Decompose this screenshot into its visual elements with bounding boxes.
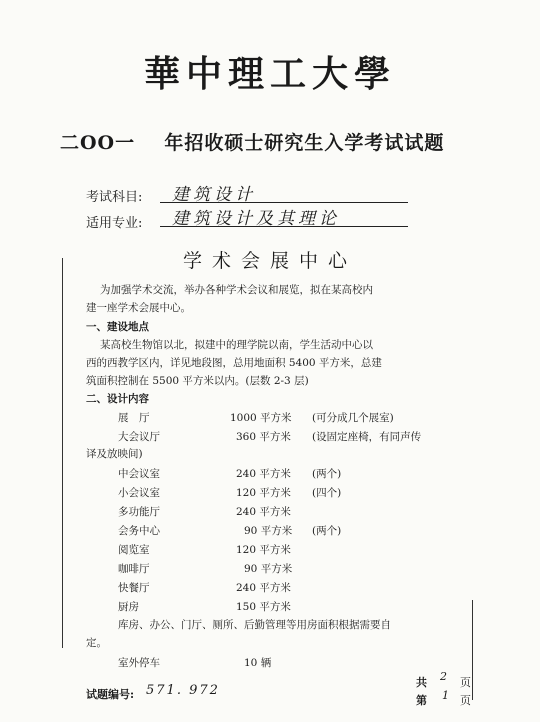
room-note: (两个) bbox=[312, 468, 342, 480]
room-name: 阅览室 bbox=[118, 544, 150, 556]
room-note: (四个) bbox=[312, 487, 342, 499]
room-note-continuation: 译及放映间) bbox=[86, 448, 143, 460]
subject-label: 考试科目: bbox=[86, 190, 143, 205]
section-1-line-2: 西的西教学区内，详见地段图，总用地面积 5400 平方米，总建 bbox=[86, 357, 382, 369]
section-1-title: 一、建设地点 bbox=[86, 321, 149, 333]
room-area: 1000 平方米 bbox=[230, 412, 292, 424]
room-area: 120 平方米 bbox=[236, 487, 291, 499]
subject-value: 建筑设计 bbox=[172, 185, 256, 205]
page-total-unit: 页 bbox=[460, 676, 471, 689]
closing-line-1: 库房、办公、门厅、厕所、后勤管理等用房面积根据需要自 bbox=[118, 619, 391, 631]
subject-underline bbox=[160, 202, 408, 203]
room-area: 90 平方米 bbox=[244, 525, 293, 537]
document-title: 学术会展中心 bbox=[182, 250, 357, 272]
intro-line-1: 为加强学术交流，举办各种学术会议和展览，拟在某高校内 bbox=[100, 284, 373, 296]
major-label: 适用专业: bbox=[86, 216, 143, 231]
parking-value: 10 辆 bbox=[244, 657, 272, 669]
room-name: 中会议室 bbox=[118, 468, 160, 480]
room-note: (可分成几个展室) bbox=[312, 412, 394, 424]
room-name: 小会议室 bbox=[118, 487, 160, 499]
university-name: 華中理工大學 bbox=[143, 53, 396, 95]
section-1-line-3: 筑面积控制在 5500 平方米以内。(层数 2-3 层) bbox=[86, 375, 309, 387]
room-name: 厨房 bbox=[118, 601, 139, 613]
page-current-value: 1 bbox=[442, 689, 449, 702]
page-current-unit: 页 bbox=[460, 694, 471, 707]
exam-title bbox=[60, 128, 444, 155]
left-margin-line bbox=[62, 258, 63, 648]
page-current-label: 第 bbox=[416, 694, 427, 707]
exam-title-main: 年招收硕士研究生入学考试试题 bbox=[164, 132, 445, 154]
section-2-title: 二、设计内容 bbox=[86, 393, 149, 405]
room-note: (设固定座椅，有同声传 bbox=[312, 431, 422, 443]
parking-name: 室外停车 bbox=[118, 657, 160, 669]
room-area: 120 平方米 bbox=[236, 544, 291, 556]
room-area: 240 平方米 bbox=[236, 506, 291, 518]
room-area: 90 平方米 bbox=[244, 563, 293, 575]
room-area: 240 平方米 bbox=[236, 468, 291, 480]
room-note: (两个) bbox=[312, 525, 342, 537]
closing-line-2: 定。 bbox=[86, 637, 107, 649]
major-underline bbox=[160, 226, 408, 227]
room-name: 多功能厅 bbox=[118, 506, 160, 518]
room-area: 150 平方米 bbox=[236, 601, 291, 613]
intro-line-2: 建一座学术会展中心。 bbox=[86, 302, 191, 314]
room-name: 展 厅 bbox=[118, 412, 150, 424]
page-total-label: 共 bbox=[416, 676, 427, 689]
major-value: 建筑设计及其理论 bbox=[172, 209, 340, 229]
room-name: 快餐厅 bbox=[118, 582, 150, 594]
exam-year: 二OO一 bbox=[60, 132, 136, 154]
room-name: 会务中心 bbox=[118, 525, 160, 537]
right-margin-line bbox=[472, 600, 473, 700]
room-area: 360 平方米 bbox=[236, 431, 291, 443]
exam-code-label: 试题编号: bbox=[86, 688, 135, 701]
section-1-line-1: 某高校生物馆以北，拟建中的理学院以南，学生活动中心以 bbox=[100, 339, 373, 351]
exam-code-value: 571. 972 bbox=[146, 683, 220, 698]
room-name: 咖啡厅 bbox=[118, 563, 150, 575]
page-total-value: 2 bbox=[440, 670, 447, 683]
room-name: 大会议厅 bbox=[118, 431, 160, 443]
room-area: 240 平方米 bbox=[236, 582, 291, 594]
